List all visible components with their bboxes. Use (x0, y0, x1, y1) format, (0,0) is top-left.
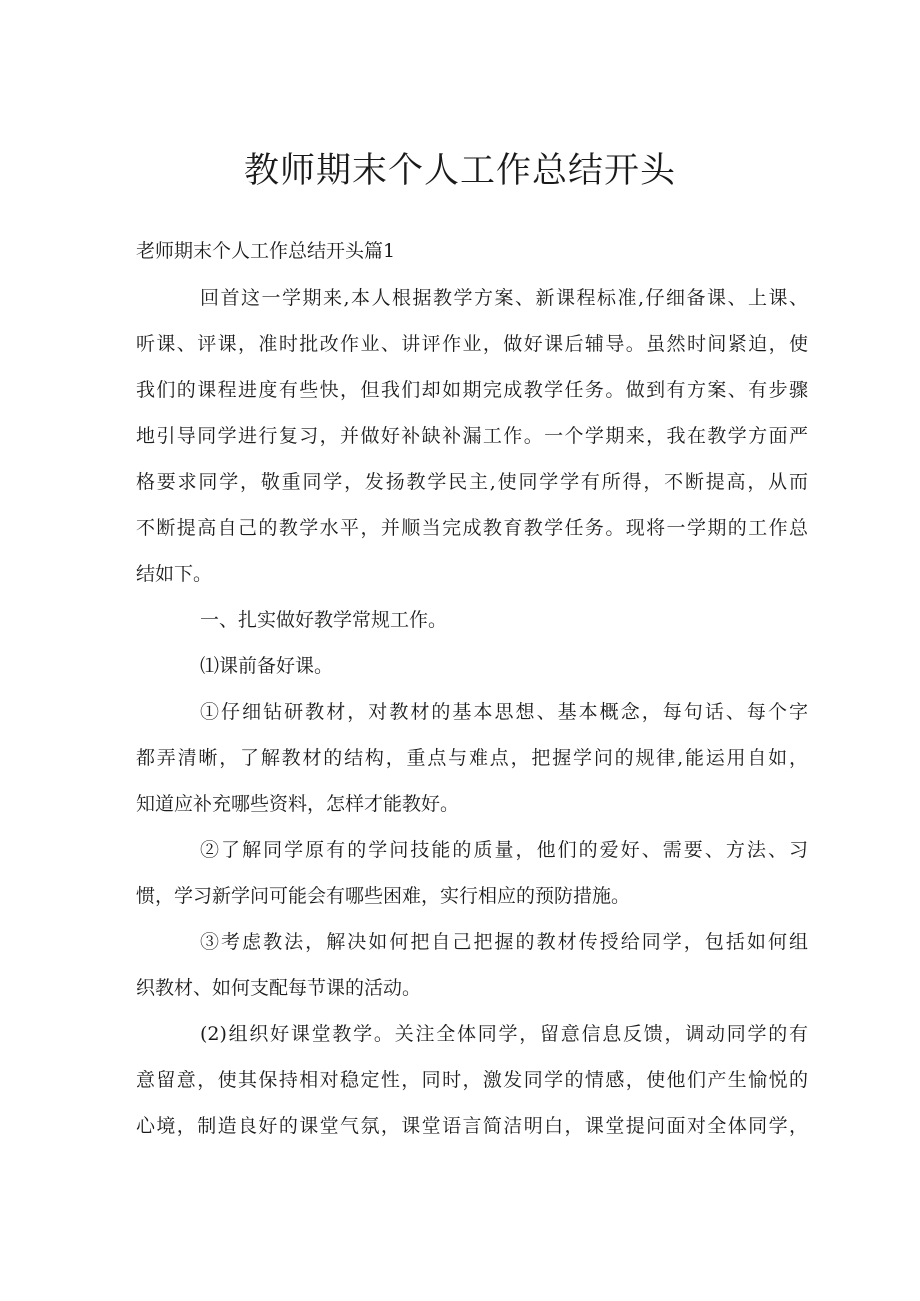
text-line: ③考虑教法，解决如何把自己把握的教材传授给同学，包括如何组 (200, 931, 808, 953)
text-line: 惯，学习新学问可能会有哪些困难，实行相应的预防措施。 (136, 885, 631, 907)
document-title: 教师期末个人工作总结开头 (243, 151, 676, 191)
text-line: 地引导同学进行复习，并做好补缺补漏工作。一个学期来，我在教学方面严 (136, 425, 808, 447)
text-line: 一、扎实做好教学常规工作。 (200, 609, 448, 631)
text-line: 意留意，使其保持相对稳定性，同时，激发同学的情感，使他们产生愉悦的 (136, 1069, 808, 1091)
paragraph-item-2 (136, 834, 808, 926)
paragraph-intro (136, 282, 808, 604)
text-line: (2)组织好课堂教学。关注全体同学，留意信息反馈，调动同学的有 (200, 1023, 808, 1045)
text-line: 心境，制造良好的课堂气氛，课堂语言简洁明白，课堂提问面对全体同学， (136, 1115, 808, 1137)
text-line: 我们的课程进度有些快，但我们却如期完成教学任务。做到有方案、有步骤 (136, 379, 808, 401)
text-line: 不断提高自己的教学水平，并顺当完成教育教学任务。现将一学期的工作总 (136, 517, 808, 539)
text-line: 回首这一学期来,本人根据教学方案、新课程标准,仔细备课、上课、 (200, 287, 808, 309)
paragraph-item-3 (136, 926, 808, 1018)
document-subtitle: 老师期末个人工作总结开头篇1 (136, 240, 396, 262)
paragraph-classroom (136, 1018, 808, 1156)
text-line: 格要求同学，敬重同学，发扬教学民主,使同学学有所得，不断提高，从而 (136, 471, 808, 493)
text-line: 都弄清晰，了解教材的结构，重点与难点，把握学问的规律,能运用自如， (136, 747, 808, 769)
text-line: ②了解同学原有的学问技能的质量，他们的爱好、需要、方法、习 (200, 839, 808, 861)
text-line: 结如下。 (136, 563, 213, 585)
section-heading (136, 604, 808, 650)
text-line: 织教材、如何支配每节课的活动。 (136, 977, 422, 999)
text-line: 知道应补充哪些资料，怎样才能教好。 (136, 793, 460, 815)
subsection-heading (136, 650, 808, 696)
text-line: ⑴课前备好课。 (200, 655, 334, 677)
paragraph-item-1 (136, 696, 808, 834)
text-line: 听课、评课，准时批改作业、讲评作业，做好课后辅导。虽然时间紧迫，使 (136, 333, 808, 355)
document-body (136, 282, 808, 1156)
text-line: ①仔细钻研教材，对教材的基本思想、基本概念，每句话、每个字 (200, 701, 808, 723)
